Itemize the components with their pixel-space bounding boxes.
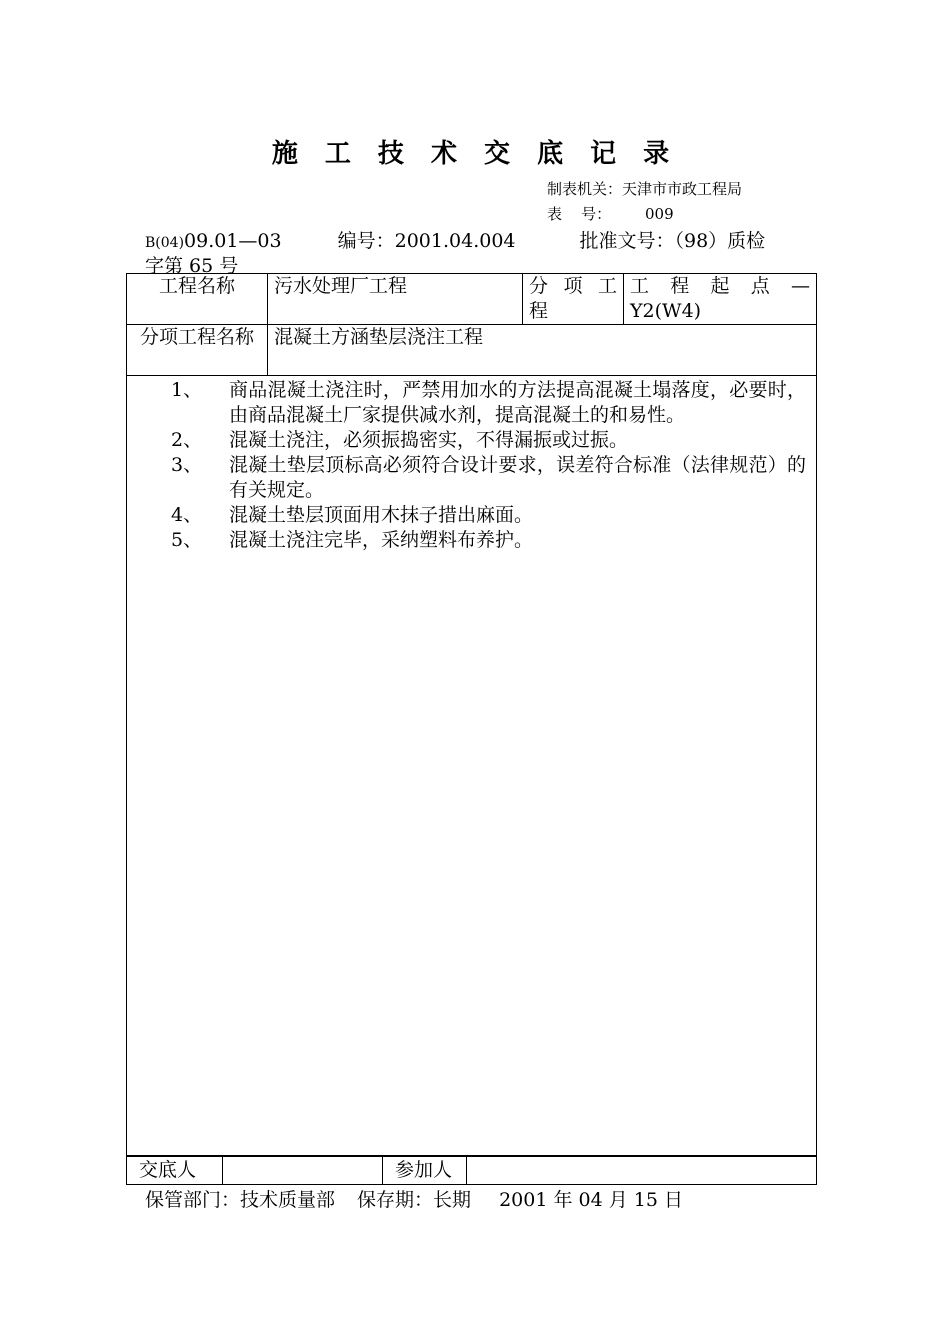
serial-number-label: 编号： xyxy=(337,230,395,252)
item-number: 4、 xyxy=(171,504,203,526)
item-text: 混凝土垫层顶面用木抹子措出麻面。 xyxy=(229,504,534,526)
disclosure-item xyxy=(127,378,806,428)
retention-period: 长期 xyxy=(433,1189,472,1211)
form-number-label: 表 号： xyxy=(547,205,612,223)
participant-label: 参加人 xyxy=(383,1156,467,1185)
retention-label: 保存期： xyxy=(357,1189,434,1211)
participant-field[interactable] xyxy=(467,1156,817,1185)
disclosure-form-table xyxy=(126,273,817,1157)
approval-number: 批准文号：（98）质检 xyxy=(579,230,766,252)
form-number-value: 009 xyxy=(645,205,674,223)
code-prefix: B(04) xyxy=(145,235,185,251)
issuing-agency-value: 天津市市政工程局 xyxy=(622,180,743,198)
sub-project-name-label: 分项工程名称 xyxy=(127,325,268,376)
custody-dept-label: 保管部门： xyxy=(145,1189,241,1211)
disclosure-item xyxy=(127,453,806,503)
disclosure-item xyxy=(127,428,806,453)
item-number: 2、 xyxy=(171,429,203,451)
disclosure-item xyxy=(127,503,806,528)
signature-table xyxy=(126,1155,817,1185)
item-number: 3、 xyxy=(171,454,203,476)
item-number: 1、 xyxy=(171,379,203,401)
form-number xyxy=(547,203,674,224)
project-name-label: 工程名称 xyxy=(127,274,268,325)
issuing-agency-label: 制表机关： xyxy=(547,180,623,198)
sub-project-value: 工 程 起 点 — Y2(W4) xyxy=(624,274,817,325)
project-name-value: 污水处理厂工程 xyxy=(268,274,523,325)
item-number: 5、 xyxy=(171,529,203,551)
document-footer xyxy=(145,1185,683,1212)
sub-project-label: 分 项 工 程 xyxy=(523,274,624,325)
item-text: 混凝土浇注完毕，采纳塑料布养护。 xyxy=(229,529,534,551)
document-date: 2001 年 04 月 15 日 xyxy=(499,1189,683,1211)
issuing-agency xyxy=(547,178,742,199)
approval-number-continued: 字第 65 号 xyxy=(145,255,239,277)
discloser-label: 交底人 xyxy=(127,1156,223,1185)
serial-number: 2001.04.004 xyxy=(394,230,516,252)
sub-project-name-value: 混凝土方涵垫层浇注工程 xyxy=(268,325,817,376)
disclosure-content xyxy=(127,376,817,1157)
discloser-field[interactable] xyxy=(223,1156,383,1185)
document-code: 09.01—03 xyxy=(184,230,282,252)
custody-dept: 技术质量部 xyxy=(240,1189,336,1211)
disclosure-items xyxy=(127,376,816,553)
disclosure-item xyxy=(127,528,806,553)
item-text: 混凝土浇注，必须振捣密实，不得漏振或过振。 xyxy=(229,429,629,451)
document-title: 施 工 技 术 交 底 记 录 xyxy=(271,139,679,169)
document-info-line xyxy=(145,226,765,253)
item-text: 混凝土垫层顶标高必须符合设计要求，误差符合标准（法律规范）的有关规定。 xyxy=(229,454,806,501)
item-text: 商品混凝土浇注时，严禁用加水的方法提高混凝土塌落度，必要时，由商品混凝土厂家提供减水剂，提高混凝土的和易性。 xyxy=(229,379,806,426)
